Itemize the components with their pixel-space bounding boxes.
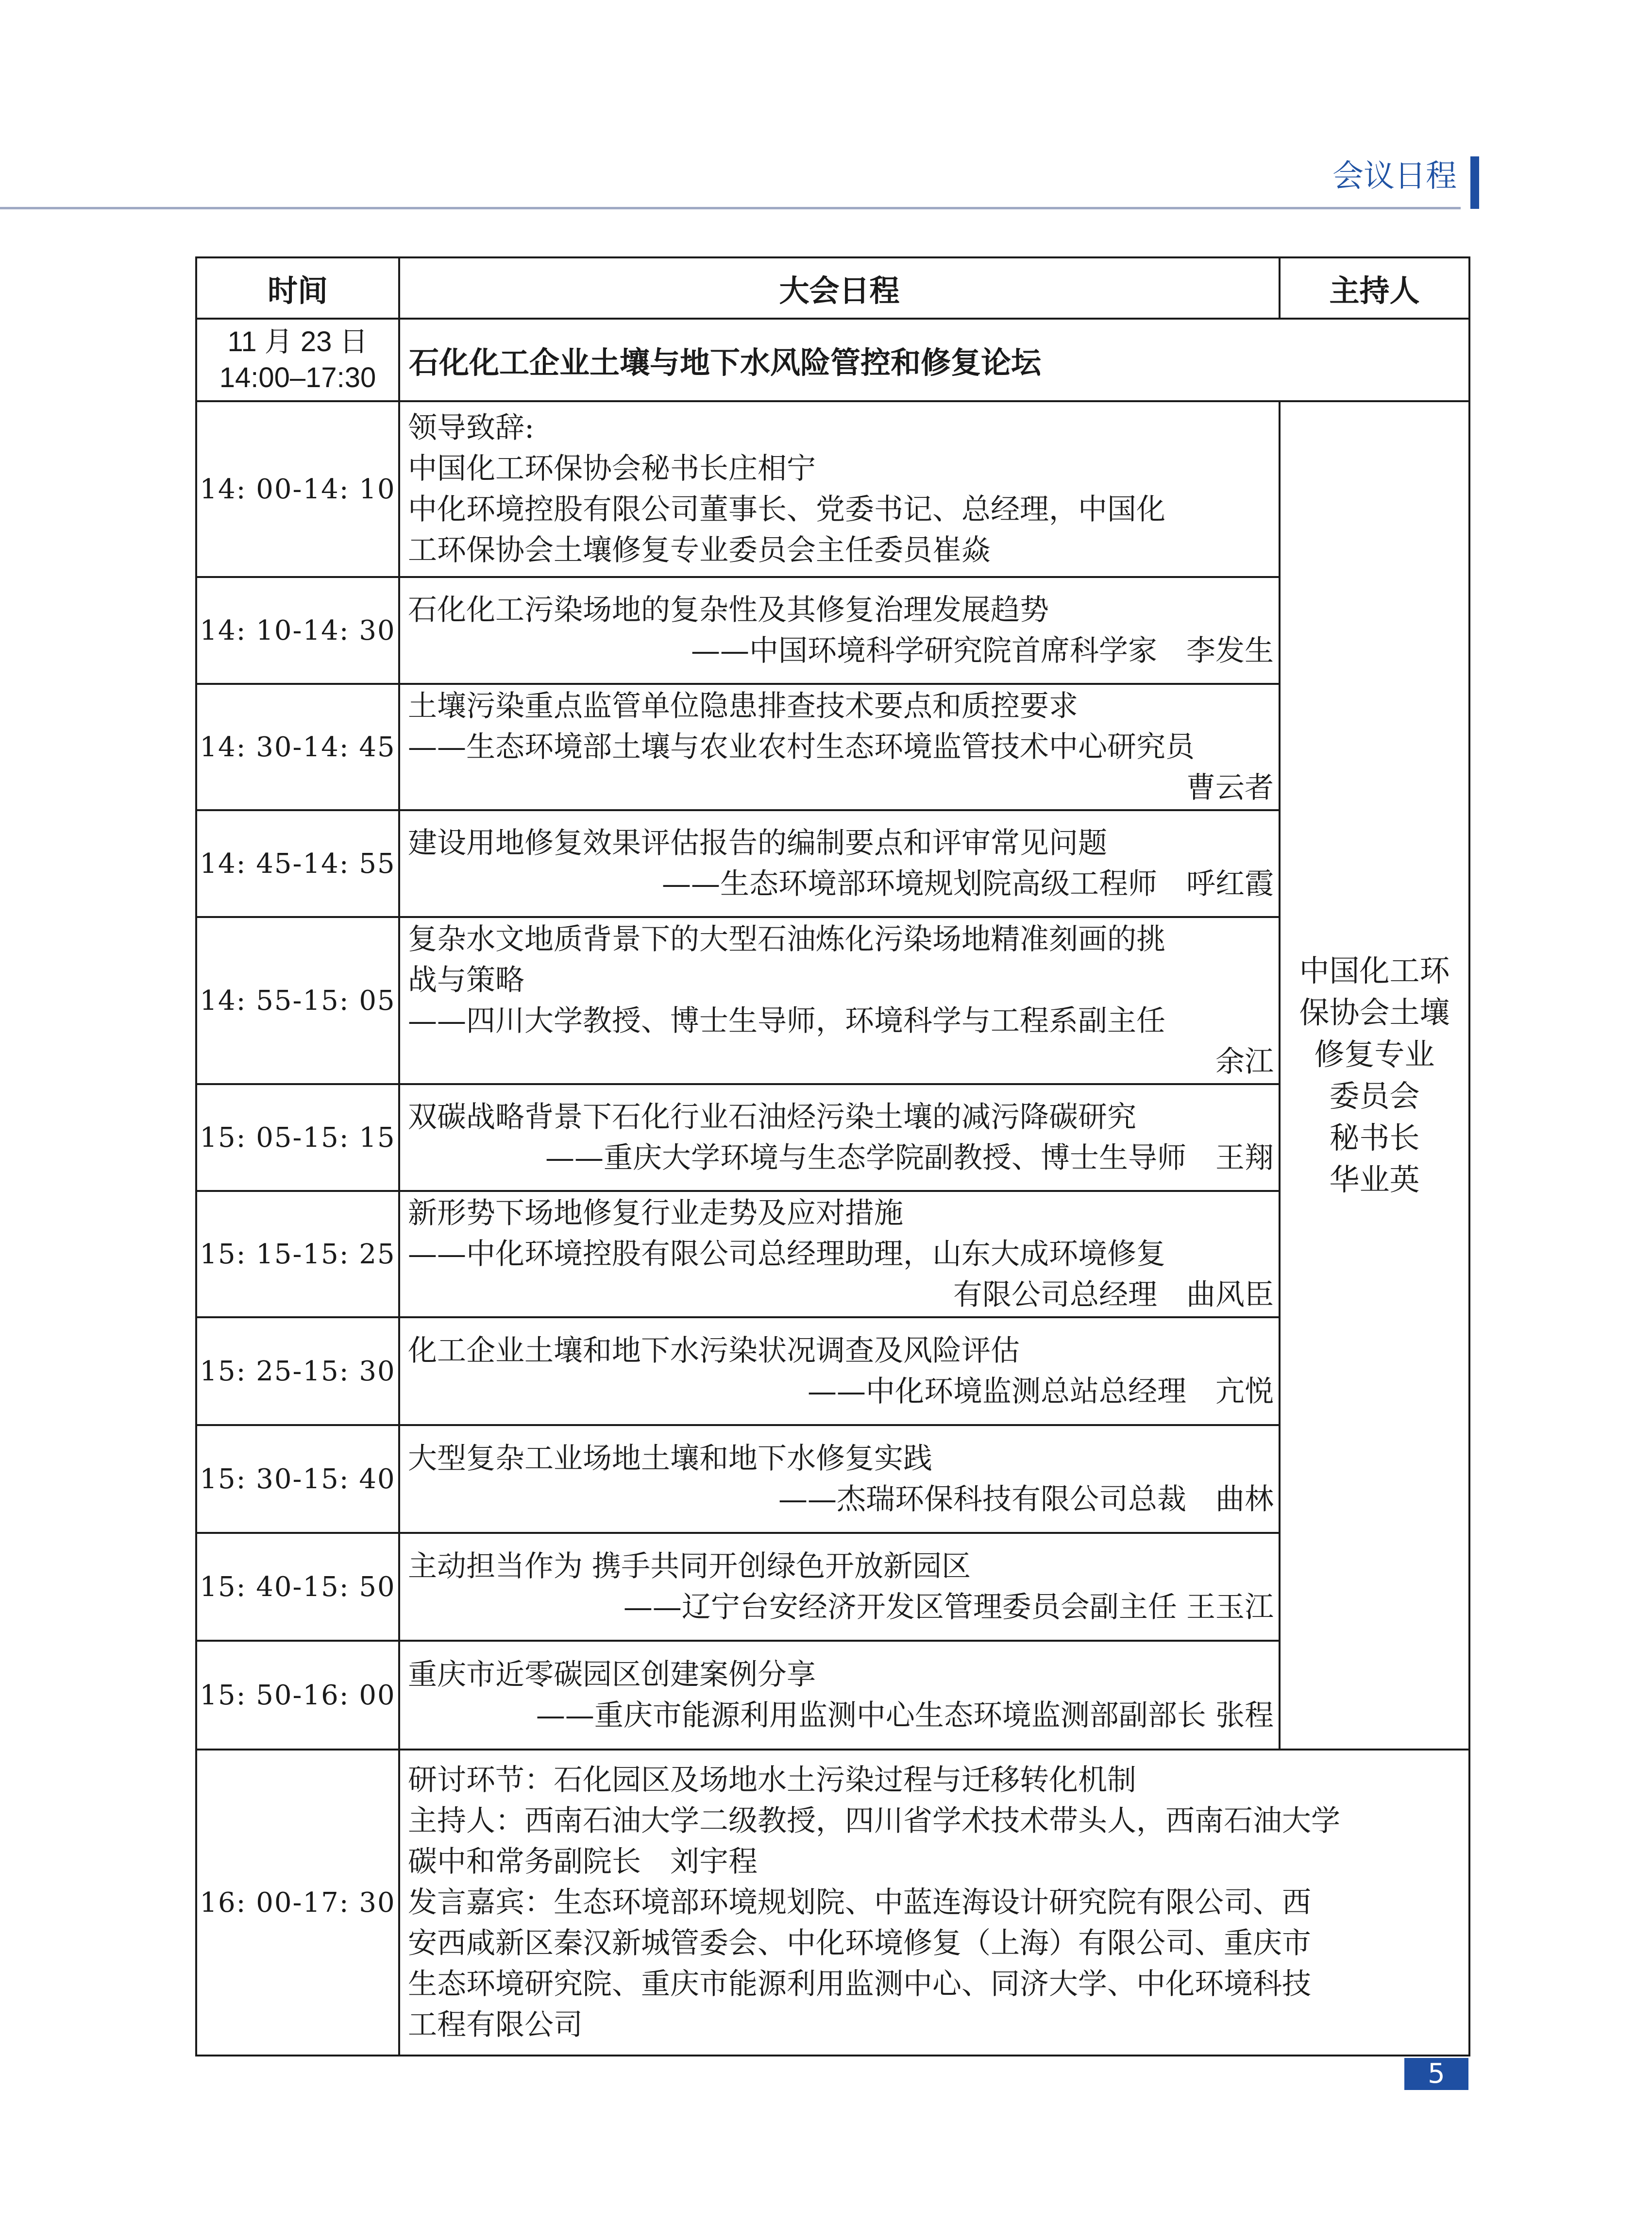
discussion-content xyxy=(399,1750,1469,2056)
agenda-time: 15: 15-15: 25 xyxy=(196,1191,399,1317)
agenda-row xyxy=(196,1425,1469,1533)
agenda-time: 15: 30-15: 40 xyxy=(196,1425,399,1533)
agenda-time: 15: 40-15: 50 xyxy=(196,1533,399,1641)
agenda-row xyxy=(196,810,1469,917)
agenda-content xyxy=(399,401,1280,577)
agenda-content xyxy=(399,1533,1280,1641)
agenda-speaker: 余江 xyxy=(1215,1045,1274,1079)
agenda-speaker: ——杰瑞环保科技有限公司总裁 曲林 xyxy=(778,1482,1274,1516)
agenda-content xyxy=(399,1317,1280,1425)
header-accent-bar xyxy=(1470,156,1479,209)
discussion-row xyxy=(196,1750,1469,2056)
agenda-time: 14: 10-14: 30 xyxy=(196,577,399,684)
agenda-row xyxy=(196,917,1469,1084)
forum-date: 11 月 23 日 xyxy=(227,326,368,357)
agenda-speaker: ——辽宁台安经济开发区管理委员会副主任 王玉江 xyxy=(623,1590,1274,1624)
agenda-speaker: 曹云者 xyxy=(1186,771,1274,805)
host-cell xyxy=(1280,401,1469,1750)
host-line: 修复专业 xyxy=(1314,1037,1435,1072)
discussion-time: 16: 00-17: 30 xyxy=(196,1750,399,2056)
forum-date-cell xyxy=(196,319,399,401)
header-rule xyxy=(0,207,1461,209)
agenda-speaker: ——中化环境监测总站总经理 亢悦 xyxy=(808,1375,1274,1409)
agenda-content xyxy=(399,684,1280,810)
agenda-content xyxy=(399,1641,1280,1750)
agenda-content xyxy=(399,1191,1280,1317)
agenda-row xyxy=(196,684,1469,810)
forum-title: 石化化工企业土壤与地下水风险管控和修复论坛 xyxy=(399,319,1469,401)
agenda-line: 大型复杂工业场地土壤和地下水修复实践 xyxy=(408,1442,932,1476)
agenda-time: 14: 00-14: 10 xyxy=(196,401,399,577)
host-line: 华业英 xyxy=(1329,1162,1420,1197)
discussion-line: 生态环境研究院、重庆市能源利用监测中心、同济大学、中化环境科技 xyxy=(408,1967,1311,2001)
header-host: 主持人 xyxy=(1280,257,1469,319)
agenda-content xyxy=(399,810,1280,917)
agenda-line: 土壤污染重点监管单位隐患排查技术要点和质控要求 xyxy=(408,689,1078,723)
agenda-line: 主动担当作为 携手共同开创绿色开放新园区 xyxy=(408,1549,971,1583)
agenda-row xyxy=(196,401,1469,577)
host-line: 保协会土壤 xyxy=(1299,995,1450,1030)
agenda-line: 双碳战略背景下石化行业石油烃污染土壤的减污降碳研究 xyxy=(408,1100,1136,1134)
agenda-line: ——生态环境部土壤与农业农村生态环境监管技术中心研究员 xyxy=(408,730,1195,764)
discussion-line: 安西咸新区秦汉新城管委会、中化环境修复（上海）有限公司、重庆市 xyxy=(408,1926,1311,1960)
agenda-row xyxy=(196,1317,1469,1425)
agenda-content xyxy=(399,917,1280,1084)
agenda-speaker: 有限公司总经理 曲风臣 xyxy=(953,1278,1274,1312)
agenda-content xyxy=(399,1084,1280,1191)
header-time: 时间 xyxy=(196,257,399,319)
host-line: 委员会 xyxy=(1329,1078,1420,1114)
agenda-line: 重庆市近零碳园区创建案例分享 xyxy=(408,1658,816,1692)
agenda-speaker: ——中国环境科学研究院首席科学家 李发生 xyxy=(691,634,1274,668)
table-header-row xyxy=(196,257,1469,319)
header-agenda: 大会日程 xyxy=(399,257,1280,319)
agenda-line: 中化环境控股有限公司董事长、党委书记、总经理，中国化 xyxy=(408,493,1165,527)
discussion-line: 工程有限公司 xyxy=(408,2008,583,2042)
agenda-line: 化工企业土壤和地下水污染状况调查及风险评估 xyxy=(408,1334,1020,1368)
agenda-content xyxy=(399,1425,1280,1533)
agenda-line: 领导致辞: xyxy=(408,411,535,445)
agenda-row xyxy=(196,577,1469,684)
agenda-line: 建设用地修复效果评估报告的编制要点和评审常见问题 xyxy=(408,826,1107,860)
discussion-line: 研讨环节：石化园区及场地水土污染过程与迁移转化机制 xyxy=(408,1763,1136,1797)
agenda-time: 15: 50-16: 00 xyxy=(196,1641,399,1750)
agenda-line: 复杂水文地质背景下的大型石油炼化污染场地精准刻画的挑 xyxy=(408,922,1165,956)
agenda-line: 新形势下场地修复行业走势及应对措施 xyxy=(408,1196,903,1230)
agenda-speaker: ——生态环境部环境规划院高级工程师 呼红霞 xyxy=(662,867,1274,901)
agenda-line: ——中化环境控股有限公司总经理助理，山东大成环境修复 xyxy=(408,1237,1165,1271)
agenda-time: 15: 25-15: 30 xyxy=(196,1317,399,1425)
discussion-line: 主持人：西南石油大学二级教授，四川省学术技术带头人，西南石油大学 xyxy=(408,1804,1340,1838)
agenda-line: 工环保协会土壤修复专业委员会主任委员崔焱 xyxy=(408,533,991,567)
agenda-time: 14: 30-14: 45 xyxy=(196,684,399,810)
agenda-content xyxy=(399,577,1280,684)
agenda-line: 石化化工污染场地的复杂性及其修复治理发展趋势 xyxy=(408,593,1049,627)
agenda-row xyxy=(196,1191,1469,1317)
host-line: 秘书长 xyxy=(1329,1120,1420,1155)
forum-row xyxy=(196,319,1469,401)
host-line: 中国化工环 xyxy=(1299,953,1450,988)
agenda-line: 中国化工环保协会秘书长庄相宁 xyxy=(408,452,816,486)
discussion-line: 碳中和常务副院长 刘宇程 xyxy=(408,1845,758,1879)
page-number: 5 xyxy=(1404,2058,1468,2090)
agenda-row xyxy=(196,1533,1469,1641)
discussion-line: 发言嘉宾：生态环境部环境规划院、中蓝连海设计研究院有限公司、西 xyxy=(408,1886,1311,1920)
agenda-time: 14: 55-15: 05 xyxy=(196,917,399,1084)
schedule-table xyxy=(195,256,1470,2056)
agenda-speaker: ——重庆市能源利用监测中心生态环境监测部副部长 张程 xyxy=(536,1699,1274,1733)
agenda-row xyxy=(196,1641,1469,1750)
agenda-line: ——四川大学教授、博士生导师，环境科学与工程系副主任 xyxy=(408,1004,1165,1038)
forum-time: 14:00–17:30 xyxy=(219,362,376,393)
agenda-time: 14: 45-14: 55 xyxy=(196,810,399,917)
section-title: 会议日程 xyxy=(1332,158,1457,194)
agenda-row xyxy=(196,1084,1469,1191)
agenda-speaker: ——重庆大学环境与生态学院副教授、博士生导师 王翔 xyxy=(545,1141,1274,1175)
agenda-line: 战与策略 xyxy=(408,963,524,997)
agenda-time: 15: 05-15: 15 xyxy=(196,1084,399,1191)
